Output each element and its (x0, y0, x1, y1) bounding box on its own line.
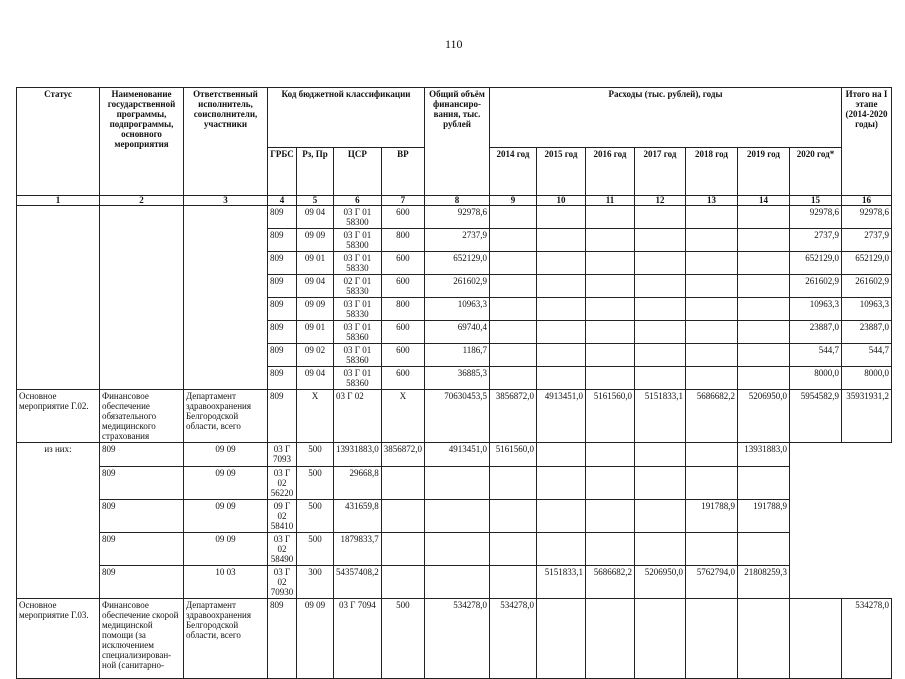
year-2017-cell (635, 599, 686, 679)
block-main-event-g03 (17, 599, 892, 679)
csr-cell: 03 Г 01 58300 (334, 206, 382, 229)
year-2020-cell: 261602,9 (790, 275, 842, 298)
year-2019-cell (635, 443, 686, 467)
vr-cell: 800 (381, 229, 424, 252)
column-number: 11 (586, 196, 635, 206)
total-cell: 69740,4 (425, 321, 490, 344)
year-2016-cell (586, 275, 635, 298)
rzpr-cell: 09 09 (184, 500, 268, 533)
header-csr: ЦСР (334, 148, 382, 196)
year-2014-cell (490, 321, 537, 344)
total-cell: 36885,3 (425, 367, 490, 390)
table-row (17, 566, 892, 599)
year-2019-cell (738, 275, 790, 298)
year-2017-cell (537, 533, 586, 566)
year-2017-cell (635, 229, 686, 252)
column-number: 2 (100, 196, 184, 206)
stage-total-cell: 23887,0 (842, 321, 892, 344)
grbs-cell: 809 (268, 229, 297, 252)
year-2014-cell: 3856872,0 (381, 443, 424, 467)
total-cell: 261602,9 (425, 275, 490, 298)
rzpr-cell: 10 03 (184, 566, 268, 599)
column-number: 3 (184, 196, 268, 206)
year-2014-cell (490, 206, 537, 229)
column-number: 4 (268, 196, 297, 206)
csr-cell: 03 Г 01 58330 (334, 298, 382, 321)
budget-table (16, 87, 892, 679)
total-cell: 1186,7 (425, 344, 490, 367)
csr-cell: 02 Г 01 58330 (334, 275, 382, 298)
year-2016-cell (490, 533, 537, 566)
csr-cell: 03 Г 02 58490 (268, 533, 297, 566)
stage-total-cell: 261602,9 (842, 275, 892, 298)
stage-total-cell: 534278,0 (842, 599, 892, 679)
year-2020-cell: 191788,9 (686, 500, 738, 533)
year-2018-cell (686, 344, 738, 367)
rzpr-cell: 09 02 (297, 344, 334, 367)
column-number: 5 (297, 196, 334, 206)
year-2015-cell (537, 275, 586, 298)
year-2019-cell (738, 229, 790, 252)
year-2014-cell (490, 229, 537, 252)
header-executor: Ответственный исполнитель, соисполнители, участники (184, 88, 268, 196)
column-number: 12 (635, 196, 686, 206)
csr-cell: 03 Г 02 70930 (268, 566, 297, 599)
rzpr-cell: 09 04 (297, 275, 334, 298)
grbs-cell: 809 (268, 367, 297, 390)
grbs-cell: 809 (100, 443, 184, 467)
vr-cell: 800 (381, 298, 424, 321)
year-2018-cell (586, 500, 635, 533)
grbs-cell: 809 (268, 599, 297, 679)
stage-total-cell: 10963,3 (842, 298, 892, 321)
grbs-cell: 809 (100, 533, 184, 566)
block-main-event-g02-rows (17, 443, 892, 599)
year-2019-cell (635, 467, 686, 500)
stage-total-cell: 191788,9 (738, 500, 790, 533)
year-2016-cell: 5161560,0 (490, 443, 537, 467)
header-year-2020: 2020 год* (790, 148, 842, 196)
year-2016-cell (586, 206, 635, 229)
year-2015-cell (537, 229, 586, 252)
year-2017-cell: 5151833,1 (635, 390, 686, 443)
column-number: 13 (686, 196, 738, 206)
header-name: Наименование государственной программы, подпрограммы, основного мероприятия (100, 88, 184, 196)
year-2019-cell (738, 344, 790, 367)
year-2020-cell: 10963,3 (790, 298, 842, 321)
executor-sub-cell: из них: (17, 443, 100, 599)
stage-total-cell: 35931931,2 (842, 390, 892, 443)
year-2016-cell (586, 321, 635, 344)
column-number: 16 (842, 196, 892, 206)
year-2015-cell (425, 500, 490, 533)
year-2020-cell: 652129,0 (790, 252, 842, 275)
year-2016-cell (586, 599, 635, 679)
vr-cell: 300 (297, 566, 334, 599)
total-cell: 431659,8 (334, 500, 382, 533)
year-2018-cell (686, 298, 738, 321)
vr-cell: 600 (381, 344, 424, 367)
rzpr-cell: 09 09 (184, 443, 268, 467)
header-budget-code: Код бюджетной классификации (268, 88, 425, 148)
total-cell: 10963,3 (425, 298, 490, 321)
year-2015-cell (537, 599, 586, 679)
year-2016-cell (586, 298, 635, 321)
executor-cell (184, 206, 268, 390)
year-2018-cell (586, 467, 635, 500)
year-2014-cell: 3856872,0 (490, 390, 537, 443)
year-2014-cell (381, 533, 424, 566)
year-2014-cell: 534278,0 (490, 599, 537, 679)
year-2014-cell (381, 500, 424, 533)
year-2020-cell (686, 443, 738, 467)
stage-total-cell (738, 467, 790, 500)
vr-cell: 500 (381, 599, 424, 679)
year-2017-cell (635, 298, 686, 321)
year-2019-cell (738, 599, 790, 679)
stage-total-cell: 13931883,0 (738, 443, 790, 467)
vr-cell: 500 (297, 443, 334, 467)
year-2020-cell (790, 599, 842, 679)
stage-total-cell (738, 533, 790, 566)
status-cell: Основное мероприятие Г.02. (17, 390, 100, 443)
csr-cell: 03 Г 01 58360 (334, 367, 382, 390)
header-rz-pr: Рз, Пр (297, 148, 334, 196)
header-year-2018: 2018 год (686, 148, 738, 196)
year-2019-cell (738, 321, 790, 344)
year-2018-cell: 5686682,2 (586, 566, 635, 599)
total-cell: 2737,9 (425, 229, 490, 252)
block-continuation (17, 206, 892, 390)
total-cell: 29668,8 (334, 467, 382, 500)
year-2018-cell: 5686682,2 (686, 390, 738, 443)
year-2018-cell (686, 367, 738, 390)
vr-cell: 600 (381, 275, 424, 298)
year-2019-cell: 5206950,0 (635, 566, 686, 599)
name-cell (100, 206, 184, 390)
year-2016-cell (586, 252, 635, 275)
grbs-cell: 809 (268, 252, 297, 275)
column-number: 8 (425, 196, 490, 206)
year-2019-cell (635, 500, 686, 533)
column-number: 6 (334, 196, 382, 206)
stage-total-cell: 652129,0 (842, 252, 892, 275)
year-2018-cell (686, 275, 738, 298)
column-number: 10 (537, 196, 586, 206)
year-2018-cell (686, 321, 738, 344)
column-number: 14 (738, 196, 790, 206)
year-2017-cell (635, 275, 686, 298)
vr-cell: 500 (297, 467, 334, 500)
year-2015-cell (537, 252, 586, 275)
header-year-2016: 2016 год (586, 148, 635, 196)
year-2015-cell (537, 321, 586, 344)
header-year-2019: 2019 год (738, 148, 790, 196)
year-2016-cell (586, 367, 635, 390)
year-2014-cell (381, 467, 424, 500)
grbs-cell: 809 (100, 467, 184, 500)
total-cell: 92978,6 (425, 206, 490, 229)
rzpr-cell: 09 01 (297, 321, 334, 344)
grbs-cell: 809 (268, 206, 297, 229)
rzpr-cell: 09 09 (297, 229, 334, 252)
header-vr: ВР (381, 148, 424, 196)
vr-cell: 600 (381, 367, 424, 390)
vr-cell: 600 (381, 321, 424, 344)
stage-total-cell: 2737,9 (842, 229, 892, 252)
year-2020-cell: 23887,0 (790, 321, 842, 344)
table-row (17, 500, 892, 533)
year-2015-cell (537, 344, 586, 367)
total-cell: 70630453,5 (425, 390, 490, 443)
table-row (17, 599, 892, 679)
status-cell (17, 206, 100, 390)
block-main-event-g02 (17, 390, 892, 443)
column-number: 9 (490, 196, 537, 206)
table-row (17, 206, 892, 229)
header-grbs: ГРБС (268, 148, 297, 196)
csr-cell: 03 Г 01 58330 (334, 252, 382, 275)
header-status: Статус (17, 88, 100, 196)
year-2014-cell (381, 566, 424, 599)
year-2020-cell: 2737,9 (790, 229, 842, 252)
year-2018-cell (686, 252, 738, 275)
year-2015-cell (425, 566, 490, 599)
vr-cell: 600 (381, 252, 424, 275)
year-2014-cell (490, 367, 537, 390)
year-2017-cell (635, 367, 686, 390)
year-2018-cell (586, 443, 635, 467)
rzpr-cell: 09 09 (184, 533, 268, 566)
grbs-cell: 809 (100, 500, 184, 533)
year-2015-cell (537, 298, 586, 321)
year-2017-cell (635, 321, 686, 344)
rzpr-cell: 09 09 (297, 599, 334, 679)
header-year-2014: 2014 год (490, 148, 537, 196)
stage-total-cell: 8000,0 (842, 367, 892, 390)
csr-cell: 03 Г 02 56220 (268, 467, 297, 500)
year-2015-cell: 4913451,0 (425, 443, 490, 467)
grbs-cell: 809 (268, 298, 297, 321)
year-2019-cell (738, 367, 790, 390)
year-2015-cell (425, 467, 490, 500)
csr-cell: 03 Г 7094 (334, 599, 382, 679)
column-number: 7 (381, 196, 424, 206)
total-cell: 534278,0 (425, 599, 490, 679)
csr-cell: 03 Г 01 58300 (334, 229, 382, 252)
rzpr-cell: 09 09 (297, 298, 334, 321)
year-2016-cell (490, 500, 537, 533)
total-cell: 1879833,7 (334, 533, 382, 566)
total-cell: 13931883,0 (334, 443, 382, 467)
year-2016-cell (490, 566, 537, 599)
column-number-row (17, 196, 892, 206)
table-row (17, 467, 892, 500)
total-cell: 54357408,2 (334, 566, 382, 599)
table-row (17, 443, 892, 467)
year-2014-cell (490, 298, 537, 321)
vr-cell: Х (381, 390, 424, 443)
vr-cell: 500 (297, 500, 334, 533)
name-cell: Финансовое обеспечение скорой медицинской помощи (за исключением специализирован-ной (санитарно- (100, 599, 184, 679)
year-2016-cell (490, 467, 537, 500)
year-2016-cell (586, 229, 635, 252)
year-2015-cell (537, 206, 586, 229)
year-2018-cell (686, 229, 738, 252)
year-2014-cell (490, 275, 537, 298)
year-2015-cell: 4913451,0 (537, 390, 586, 443)
year-2020-cell: 92978,6 (790, 206, 842, 229)
total-cell: 652129,0 (425, 252, 490, 275)
year-2017-cell (537, 467, 586, 500)
year-2017-cell (537, 500, 586, 533)
year-2019-cell (738, 298, 790, 321)
vr-cell: 500 (297, 533, 334, 566)
csr-cell: 03 Г 7093 (268, 443, 297, 467)
year-2020-cell (686, 467, 738, 500)
year-2020-cell: 544,7 (790, 344, 842, 367)
year-2020-cell: 8000,0 (790, 367, 842, 390)
status-cell: Основное мероприятие Г.03. (17, 599, 100, 679)
table-row (17, 390, 892, 443)
grbs-cell: 809 (268, 321, 297, 344)
vr-cell: 600 (381, 206, 424, 229)
year-2018-cell (586, 533, 635, 566)
executor-cell: Департамент здравоохранения Белгородской области, всего (184, 599, 268, 679)
grbs-cell: 809 (268, 390, 297, 443)
csr-cell: 09 Г 02 58410 (268, 500, 297, 533)
year-2019-cell: 5206950,0 (738, 390, 790, 443)
page-number: 110 (445, 37, 463, 51)
year-2016-cell (586, 344, 635, 367)
column-number: 1 (17, 196, 100, 206)
rzpr-cell: 09 09 (184, 467, 268, 500)
header-year-2015: 2015 год (537, 148, 586, 196)
csr-cell: 03 Г 01 58360 (334, 321, 382, 344)
year-2017-cell (635, 206, 686, 229)
year-2014-cell (490, 344, 537, 367)
stage-total-cell: 92978,6 (842, 206, 892, 229)
year-2014-cell (490, 252, 537, 275)
year-2019-cell (635, 533, 686, 566)
year-2018-cell (686, 599, 738, 679)
header-stage-total: Итого на I этапе (2014-2020 годы) (842, 88, 892, 196)
year-2019-cell (738, 206, 790, 229)
year-2019-cell (738, 252, 790, 275)
rzpr-cell: 09 04 (297, 206, 334, 229)
year-2017-cell: 5151833,1 (537, 566, 586, 599)
grbs-cell: 809 (268, 275, 297, 298)
rzpr-cell: Х (297, 390, 334, 443)
header-total: Общий объём финансиро-вания, тыс. рублей (425, 88, 490, 196)
year-2016-cell: 5161560,0 (586, 390, 635, 443)
stage-total-cell: 544,7 (842, 344, 892, 367)
year-2017-cell (537, 443, 586, 467)
rzpr-cell: 09 01 (297, 252, 334, 275)
year-2020-cell (686, 533, 738, 566)
stage-total-cell: 21808259,3 (738, 566, 790, 599)
grbs-cell: 809 (100, 566, 184, 599)
column-number: 15 (790, 196, 842, 206)
year-2017-cell (635, 252, 686, 275)
grbs-cell: 809 (268, 344, 297, 367)
executor-cell: Департамент здравоохранения Белгородской области, всего (184, 390, 268, 443)
rzpr-cell: 09 04 (297, 367, 334, 390)
header-expenses: Расходы (тыс. рублей), годы (490, 88, 842, 148)
year-2020-cell: 5954582,9 (790, 390, 842, 443)
year-2018-cell (686, 206, 738, 229)
name-cell: Финансовое обеспечение обязательного медицинского страхования (100, 390, 184, 443)
year-2015-cell (537, 367, 586, 390)
table-row (17, 533, 892, 566)
year-2017-cell (635, 344, 686, 367)
csr-cell: 03 Г 02 (334, 390, 382, 443)
header-year-2017: 2017 год (635, 148, 686, 196)
csr-cell: 03 Г 01 58360 (334, 344, 382, 367)
year-2020-cell: 5762794,0 (686, 566, 738, 599)
year-2015-cell (425, 533, 490, 566)
